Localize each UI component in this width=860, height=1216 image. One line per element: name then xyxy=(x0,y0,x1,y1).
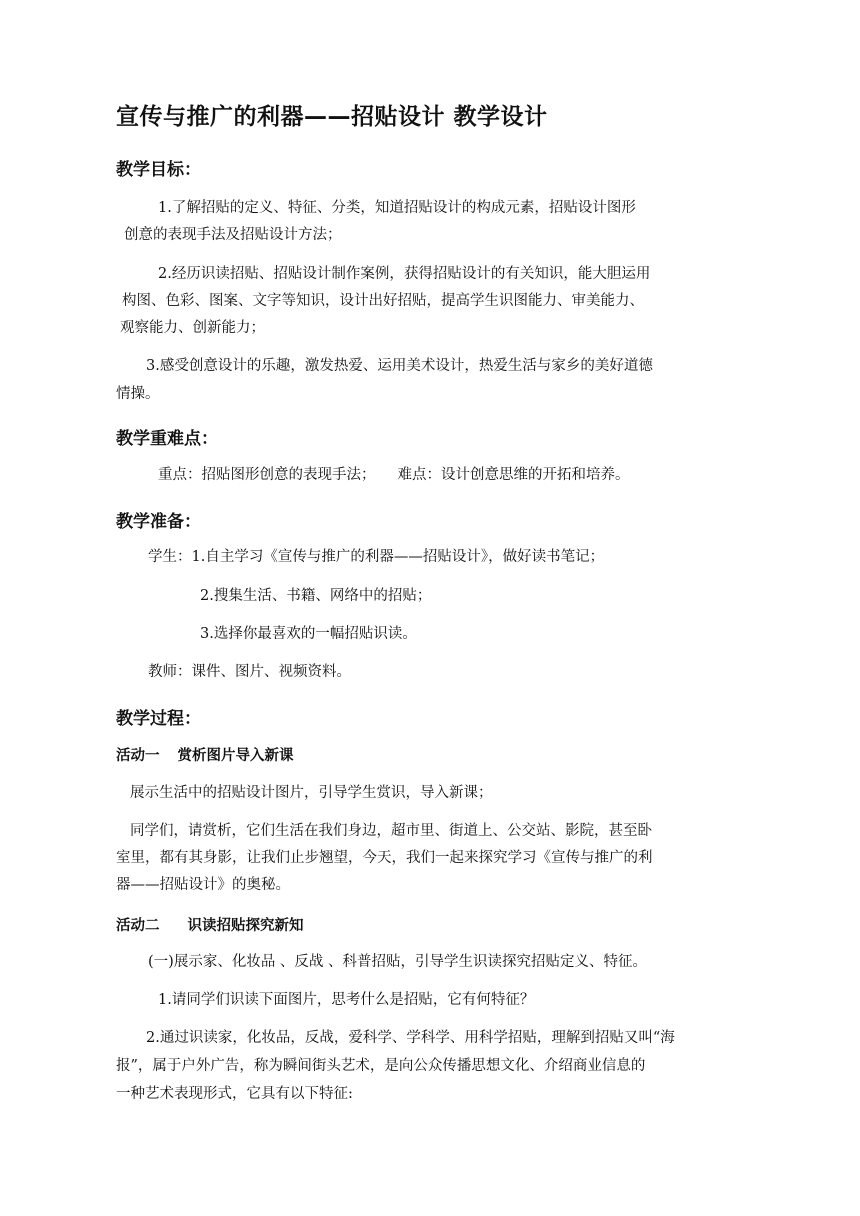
activity-1-heading xyxy=(116,744,294,765)
keypoints-heading: 教学重难点： xyxy=(116,429,218,449)
activity-1-para-2-line-3: 器——招贴设计》的奥秘。 xyxy=(116,877,290,893)
activity-2-para-2: 1.请同学们识读下面图片，思考什么是招贴，它有何特征？ xyxy=(158,992,535,1008)
activity-1-para-2-line-2: 室里，都有其身影，让我们止步翘望，今天，我们一起来探究学习《宣传与推广的利 xyxy=(116,850,653,866)
goal-3-line-2: 情操。 xyxy=(116,386,160,402)
activity-1-para-1: 展示生活中的招贴设计图片，引导学生赏识，导入新课； xyxy=(130,785,493,801)
student-prep-2: 2.搜集生活、书籍、网络中的招贴； xyxy=(200,588,432,604)
prep-student-line xyxy=(148,547,604,567)
goal-3-line-1: 3.感受创意设计的乐趣，激发热爱、运用美术设计，热爱生活与家乡的美好道德 xyxy=(146,358,653,374)
activity-2-label: 活动二 xyxy=(116,918,160,934)
goal-2-line-1: 2.经历识读招贴、招贴设计制作案例，获得招贴设计的有关知识，能大胆运用 xyxy=(158,266,651,282)
activity-2-para-3-line-3: 一种艺术表现形式，它具有以下特征: xyxy=(116,1086,353,1102)
prep-heading: 教学准备： xyxy=(116,512,201,532)
activity-2-title: 识读招贴探究新知 xyxy=(187,918,304,934)
activity-1-title: 赏析图片导入新课 xyxy=(177,748,294,764)
activity-1-para-2-line-1: 同学们，请赏析，它们生活在我们身边，超市里、街道上、公交站、影院，甚至卧 xyxy=(130,823,652,839)
key-point: 重点：招贴图形创意的表现手法； xyxy=(158,467,376,483)
student-label: 学生： xyxy=(148,549,192,565)
student-prep-3: 3.选择你最喜欢的一幅招贴识读。 xyxy=(200,626,417,642)
goal-1-line-2: 创意的表现手法及招贴设计方法； xyxy=(124,227,342,243)
goal-2-line-2: 构图、色彩、图案、文字等知识，设计出好招贴，提高学生识图能力、审美能力、 xyxy=(122,293,644,309)
activity-2-heading xyxy=(116,914,304,935)
difficult-point: 难点：设计创意思维的开拓和培养。 xyxy=(397,467,630,483)
goal-2-line-3: 观察能力、创新能力； xyxy=(120,320,265,336)
activity-1-label: 活动一 xyxy=(116,748,160,764)
page-title: 宣传与推广的利器——招贴设计 教学设计 xyxy=(116,104,548,130)
activity-2-para-1: (一)展示家、化妆品 、反战 、科普招贴，引导学生识读探究招贴定义、特征。 xyxy=(148,954,648,970)
goal-1-line-1: 1.了解招贴的定义、特征、分类，知道招贴设计的构成元素，招贴设计图形 xyxy=(158,200,636,216)
keypoints-line xyxy=(158,465,630,485)
activity-2-para-3-line-1: 2.通过识读家，化妆品，反战，爱科学、学科学、用科学招贴，理解到招贴又叫“海 xyxy=(146,1030,675,1046)
student-prep-1: 1.自主学习《宣传与推广的利器——招贴设计》，做好读书笔记； xyxy=(191,549,605,565)
activity-2-para-3-line-2: 报”，属于户外广告，称为瞬间街头艺术，是向公众传播思想文化、介绍商业信息的 xyxy=(116,1058,646,1074)
process-heading: 教学过程： xyxy=(116,709,201,729)
goals-heading: 教学目标： xyxy=(116,160,201,180)
teacher-prep: 教师：课件、图片、视频资料。 xyxy=(148,664,351,680)
